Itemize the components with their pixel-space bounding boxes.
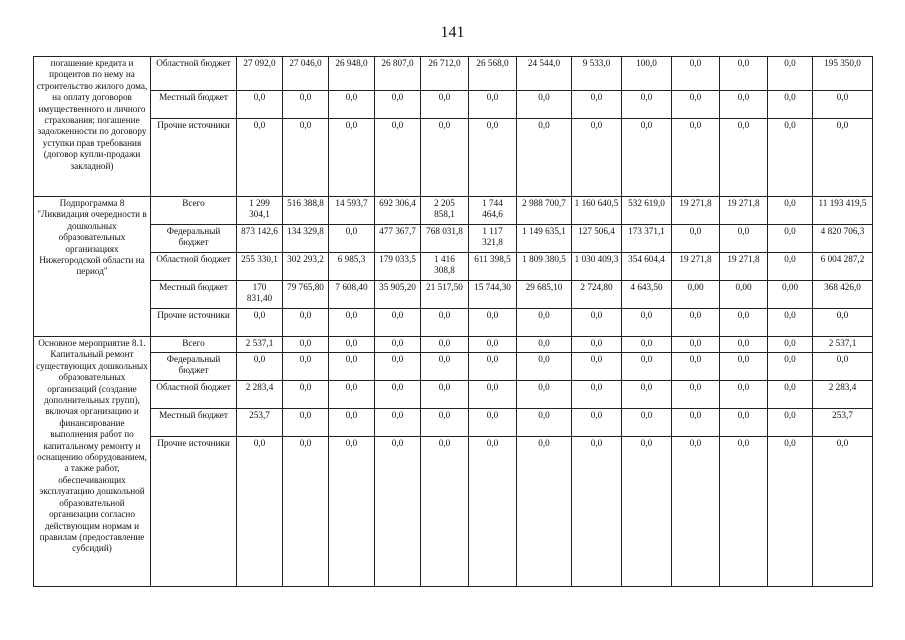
value-cell: 0,0 bbox=[517, 381, 572, 409]
value-cell: 0,0 bbox=[517, 119, 572, 197]
value-cell: 1 416 308,8 bbox=[421, 253, 469, 281]
value-cell: 0,0 bbox=[672, 353, 720, 381]
value-cell: 0,0 bbox=[237, 437, 283, 587]
value-cell: 477 367,7 bbox=[375, 225, 421, 253]
table-row bbox=[34, 119, 873, 197]
funding-source: Прочие источники bbox=[151, 309, 237, 337]
value-cell: 0,0 bbox=[720, 353, 768, 381]
value-cell: 1 299 304,1 bbox=[237, 197, 283, 225]
value-cell: 134 329,8 bbox=[283, 225, 329, 253]
value-cell: 0,0 bbox=[768, 337, 813, 353]
value-cell: 0,0 bbox=[329, 353, 375, 381]
table-row bbox=[34, 337, 873, 353]
value-cell: 0,0 bbox=[768, 57, 813, 91]
value-cell: 2 988 700,7 bbox=[517, 197, 572, 225]
value-cell: 0,0 bbox=[572, 337, 622, 353]
value-cell: 0,0 bbox=[672, 309, 720, 337]
value-cell: 0,0 bbox=[329, 225, 375, 253]
funding-source: Местный бюджет bbox=[151, 409, 237, 437]
funding-source: Областной бюджет bbox=[151, 381, 237, 409]
value-cell: 1 117 321,8 bbox=[469, 225, 517, 253]
value-cell: 2 283,4 bbox=[237, 381, 283, 409]
value-cell: 29 685,10 bbox=[517, 281, 572, 309]
value-cell: 0,0 bbox=[375, 409, 421, 437]
value-cell: 0,0 bbox=[469, 409, 517, 437]
value-cell: 1 030 409,3 bbox=[572, 253, 622, 281]
value-cell: 0,0 bbox=[329, 337, 375, 353]
value-cell: 0,0 bbox=[421, 337, 469, 353]
value-cell: 26 568,0 bbox=[469, 57, 517, 91]
page-number: 141 bbox=[440, 24, 465, 41]
value-cell: 0,0 bbox=[672, 381, 720, 409]
funding-source: Всего bbox=[151, 337, 237, 353]
value-cell: 1 744 464,6 bbox=[469, 197, 517, 225]
value-cell: 0,0 bbox=[572, 381, 622, 409]
value-cell: 0,00 bbox=[768, 281, 813, 309]
value-cell: 0,0 bbox=[768, 253, 813, 281]
total-cell: 2 537,1 bbox=[813, 337, 873, 353]
value-cell: 0,0 bbox=[469, 337, 517, 353]
total-cell: 0,0 bbox=[813, 353, 873, 381]
funding-source: Областной бюджет bbox=[151, 253, 237, 281]
value-cell: 0,0 bbox=[622, 337, 672, 353]
value-cell: 302 293,2 bbox=[283, 253, 329, 281]
value-cell: 1 809 380,5 bbox=[517, 253, 572, 281]
total-cell: 253,7 bbox=[813, 409, 873, 437]
value-cell: 79 765,80 bbox=[283, 281, 329, 309]
value-cell: 0,0 bbox=[768, 197, 813, 225]
value-cell: 0,0 bbox=[672, 119, 720, 197]
value-cell: 0,0 bbox=[237, 119, 283, 197]
table-row bbox=[34, 57, 873, 91]
value-cell: 26 948,0 bbox=[329, 57, 375, 91]
value-cell: 0,0 bbox=[469, 309, 517, 337]
value-cell: 0,0 bbox=[421, 353, 469, 381]
value-cell: 0,0 bbox=[517, 437, 572, 587]
value-cell: 0,0 bbox=[421, 119, 469, 197]
value-cell: 611 398,5 bbox=[469, 253, 517, 281]
value-cell: 0,0 bbox=[672, 57, 720, 91]
total-cell: 195 350,0 bbox=[813, 57, 873, 91]
value-cell: 19 271,8 bbox=[720, 197, 768, 225]
table-row bbox=[34, 253, 873, 281]
value-cell: 0,0 bbox=[375, 119, 421, 197]
value-cell: 0,0 bbox=[517, 353, 572, 381]
value-cell: 0,0 bbox=[421, 409, 469, 437]
funding-source: Федеральный бюджет bbox=[151, 353, 237, 381]
value-cell: 0,0 bbox=[720, 57, 768, 91]
value-cell: 0,0 bbox=[375, 437, 421, 587]
value-cell: 0,0 bbox=[720, 91, 768, 119]
value-cell: 4 643,50 bbox=[622, 281, 672, 309]
value-cell: 24 544,0 bbox=[517, 57, 572, 91]
value-cell: 0,0 bbox=[672, 437, 720, 587]
value-cell: 170 831,40 bbox=[237, 281, 283, 309]
total-cell: 368 426,0 bbox=[813, 281, 873, 309]
value-cell: 0,0 bbox=[622, 353, 672, 381]
value-cell: 0,0 bbox=[720, 225, 768, 253]
value-cell: 0,0 bbox=[768, 409, 813, 437]
value-cell: 0,0 bbox=[375, 337, 421, 353]
value-cell: 0,0 bbox=[469, 119, 517, 197]
value-cell: 7 608,40 bbox=[329, 281, 375, 309]
value-cell: 0,0 bbox=[768, 353, 813, 381]
value-cell: 0,0 bbox=[283, 381, 329, 409]
value-cell: 0,0 bbox=[421, 309, 469, 337]
value-cell: 19 271,8 bbox=[720, 253, 768, 281]
value-cell: 354 604,4 bbox=[622, 253, 672, 281]
value-cell: 253,7 bbox=[237, 409, 283, 437]
value-cell: 0,0 bbox=[572, 91, 622, 119]
funding-source: Местный бюджет bbox=[151, 281, 237, 309]
value-cell: 873 142,6 bbox=[237, 225, 283, 253]
value-cell: 0,0 bbox=[720, 309, 768, 337]
value-cell: 0,0 bbox=[672, 91, 720, 119]
value-cell: 0,0 bbox=[768, 91, 813, 119]
funding-source: Всего bbox=[151, 197, 237, 225]
value-cell: 0,0 bbox=[421, 91, 469, 119]
total-cell: 4 820 706,3 bbox=[813, 225, 873, 253]
total-cell: 0,0 bbox=[813, 437, 873, 587]
value-cell: 0,0 bbox=[720, 337, 768, 353]
value-cell: 0,0 bbox=[237, 309, 283, 337]
value-cell: 255 330,1 bbox=[237, 253, 283, 281]
value-cell: 0,0 bbox=[375, 309, 421, 337]
value-cell: 0,0 bbox=[720, 119, 768, 197]
value-cell: 1 160 640,5 bbox=[572, 197, 622, 225]
value-cell: 0,0 bbox=[421, 381, 469, 409]
value-cell: 26 712,0 bbox=[421, 57, 469, 91]
value-cell: 0,00 bbox=[672, 281, 720, 309]
value-cell: 27 046,0 bbox=[283, 57, 329, 91]
total-cell: 2 283,4 bbox=[813, 381, 873, 409]
value-cell: 0,0 bbox=[622, 437, 672, 587]
value-cell: 0,0 bbox=[572, 119, 622, 197]
value-cell: 179 033,5 bbox=[375, 253, 421, 281]
total-cell: 0,0 bbox=[813, 119, 873, 197]
total-cell: 11 193 419,5 bbox=[813, 197, 873, 225]
value-cell: 0,0 bbox=[768, 437, 813, 587]
value-cell: 0,0 bbox=[329, 91, 375, 119]
value-cell: 0,0 bbox=[768, 225, 813, 253]
value-cell: 0,0 bbox=[237, 91, 283, 119]
value-cell: 100,0 bbox=[622, 57, 672, 91]
value-cell: 0,0 bbox=[283, 91, 329, 119]
table-row bbox=[34, 409, 873, 437]
value-cell: 19 271,8 bbox=[672, 253, 720, 281]
item-description: Подпрограмма 8 "Ликвидация очередности в дошкольных образовательных организациях Нижегородской области на период" bbox=[34, 197, 151, 337]
value-cell: 0,0 bbox=[720, 437, 768, 587]
value-cell: 692 306,4 bbox=[375, 197, 421, 225]
value-cell: 0,0 bbox=[237, 353, 283, 381]
value-cell: 27 092,0 bbox=[237, 57, 283, 91]
value-cell: 21 517,50 bbox=[421, 281, 469, 309]
value-cell: 0,0 bbox=[329, 409, 375, 437]
value-cell: 0,0 bbox=[469, 381, 517, 409]
total-cell: 6 004 287,2 bbox=[813, 253, 873, 281]
value-cell: 0,0 bbox=[672, 225, 720, 253]
value-cell: 0,0 bbox=[283, 309, 329, 337]
value-cell: 35 905,20 bbox=[375, 281, 421, 309]
value-cell: 0,0 bbox=[517, 309, 572, 337]
value-cell: 0,0 bbox=[375, 353, 421, 381]
value-cell: 0,0 bbox=[283, 337, 329, 353]
value-cell: 0,0 bbox=[517, 337, 572, 353]
value-cell: 0,00 bbox=[720, 281, 768, 309]
value-cell: 0,0 bbox=[672, 337, 720, 353]
value-cell: 0,0 bbox=[517, 91, 572, 119]
item-description: погашение кредита и процентов по нему на строительство жилого дома, на оплату договоров имущественного и личного страхования; погашение задолженности по договору уступки прав требования (договор купли-продажи закладной) bbox=[34, 57, 151, 197]
value-cell: 0,0 bbox=[283, 353, 329, 381]
value-cell: 0,0 bbox=[469, 91, 517, 119]
table-row bbox=[34, 281, 873, 309]
table-row bbox=[34, 353, 873, 381]
value-cell: 0,0 bbox=[622, 409, 672, 437]
funding-source: Местный бюджет bbox=[151, 91, 237, 119]
funding-source: Прочие источники bbox=[151, 119, 237, 197]
value-cell: 532 619,0 bbox=[622, 197, 672, 225]
value-cell: 0,0 bbox=[622, 119, 672, 197]
value-cell: 0,0 bbox=[283, 409, 329, 437]
value-cell: 173 371,1 bbox=[622, 225, 672, 253]
value-cell: 0,0 bbox=[329, 309, 375, 337]
table-row bbox=[34, 197, 873, 225]
value-cell: 19 271,8 bbox=[672, 197, 720, 225]
value-cell: 0,0 bbox=[329, 119, 375, 197]
value-cell: 2 724,80 bbox=[572, 281, 622, 309]
funding-source: Областной бюджет bbox=[151, 57, 237, 91]
value-cell: 0,0 bbox=[329, 381, 375, 409]
table-row bbox=[34, 381, 873, 409]
value-cell: 127 506,4 bbox=[572, 225, 622, 253]
value-cell: 6 985,3 bbox=[329, 253, 375, 281]
table-row bbox=[34, 309, 873, 337]
value-cell: 0,0 bbox=[622, 309, 672, 337]
value-cell: 0,0 bbox=[283, 119, 329, 197]
value-cell: 0,0 bbox=[517, 409, 572, 437]
total-cell: 0,0 bbox=[813, 91, 873, 119]
value-cell: 0,0 bbox=[720, 381, 768, 409]
value-cell: 0,0 bbox=[283, 437, 329, 587]
value-cell: 0,0 bbox=[469, 353, 517, 381]
table-row bbox=[34, 437, 873, 587]
value-cell: 0,0 bbox=[572, 437, 622, 587]
table-row bbox=[34, 91, 873, 119]
table-row bbox=[34, 225, 873, 253]
budget-table bbox=[33, 56, 873, 587]
value-cell: 15 744,30 bbox=[469, 281, 517, 309]
value-cell: 0,0 bbox=[720, 409, 768, 437]
value-cell: 0,0 bbox=[375, 91, 421, 119]
value-cell: 0,0 bbox=[768, 381, 813, 409]
value-cell: 0,0 bbox=[672, 409, 720, 437]
value-cell: 0,0 bbox=[768, 309, 813, 337]
value-cell: 0,0 bbox=[572, 309, 622, 337]
value-cell: 0,0 bbox=[572, 353, 622, 381]
value-cell: 0,0 bbox=[421, 437, 469, 587]
value-cell: 516 388,8 bbox=[283, 197, 329, 225]
value-cell: 0,0 bbox=[622, 381, 672, 409]
value-cell: 9 533,0 bbox=[572, 57, 622, 91]
value-cell: 0,0 bbox=[329, 437, 375, 587]
value-cell: 26 807,0 bbox=[375, 57, 421, 91]
item-description: Основное мероприятие 8.1. Капитальный ремонт существующих дошкольных образовательных организаций (создание дополнительных групп), включая организацию и финансирование выполнения работ по капитальному ремонту и оснащению оборудованием, а также работ, обеспечивающих эксплуатацию дошкольной образовательной организации согласно действующим нормам и правилам (предоставление субсидий) bbox=[34, 337, 151, 587]
funding-source: Федеральный бюджет bbox=[151, 225, 237, 253]
value-cell: 768 031,8 bbox=[421, 225, 469, 253]
value-cell: 2 205 858,1 bbox=[421, 197, 469, 225]
value-cell: 2 537,1 bbox=[237, 337, 283, 353]
value-cell: 0,0 bbox=[375, 381, 421, 409]
total-cell: 0,0 bbox=[813, 309, 873, 337]
value-cell: 0,0 bbox=[768, 119, 813, 197]
value-cell: 1 149 635,1 bbox=[517, 225, 572, 253]
value-cell: 14 593,7 bbox=[329, 197, 375, 225]
value-cell: 0,0 bbox=[622, 91, 672, 119]
funding-source: Прочие источники bbox=[151, 437, 237, 587]
value-cell: 0,0 bbox=[469, 437, 517, 587]
value-cell: 0,0 bbox=[572, 409, 622, 437]
